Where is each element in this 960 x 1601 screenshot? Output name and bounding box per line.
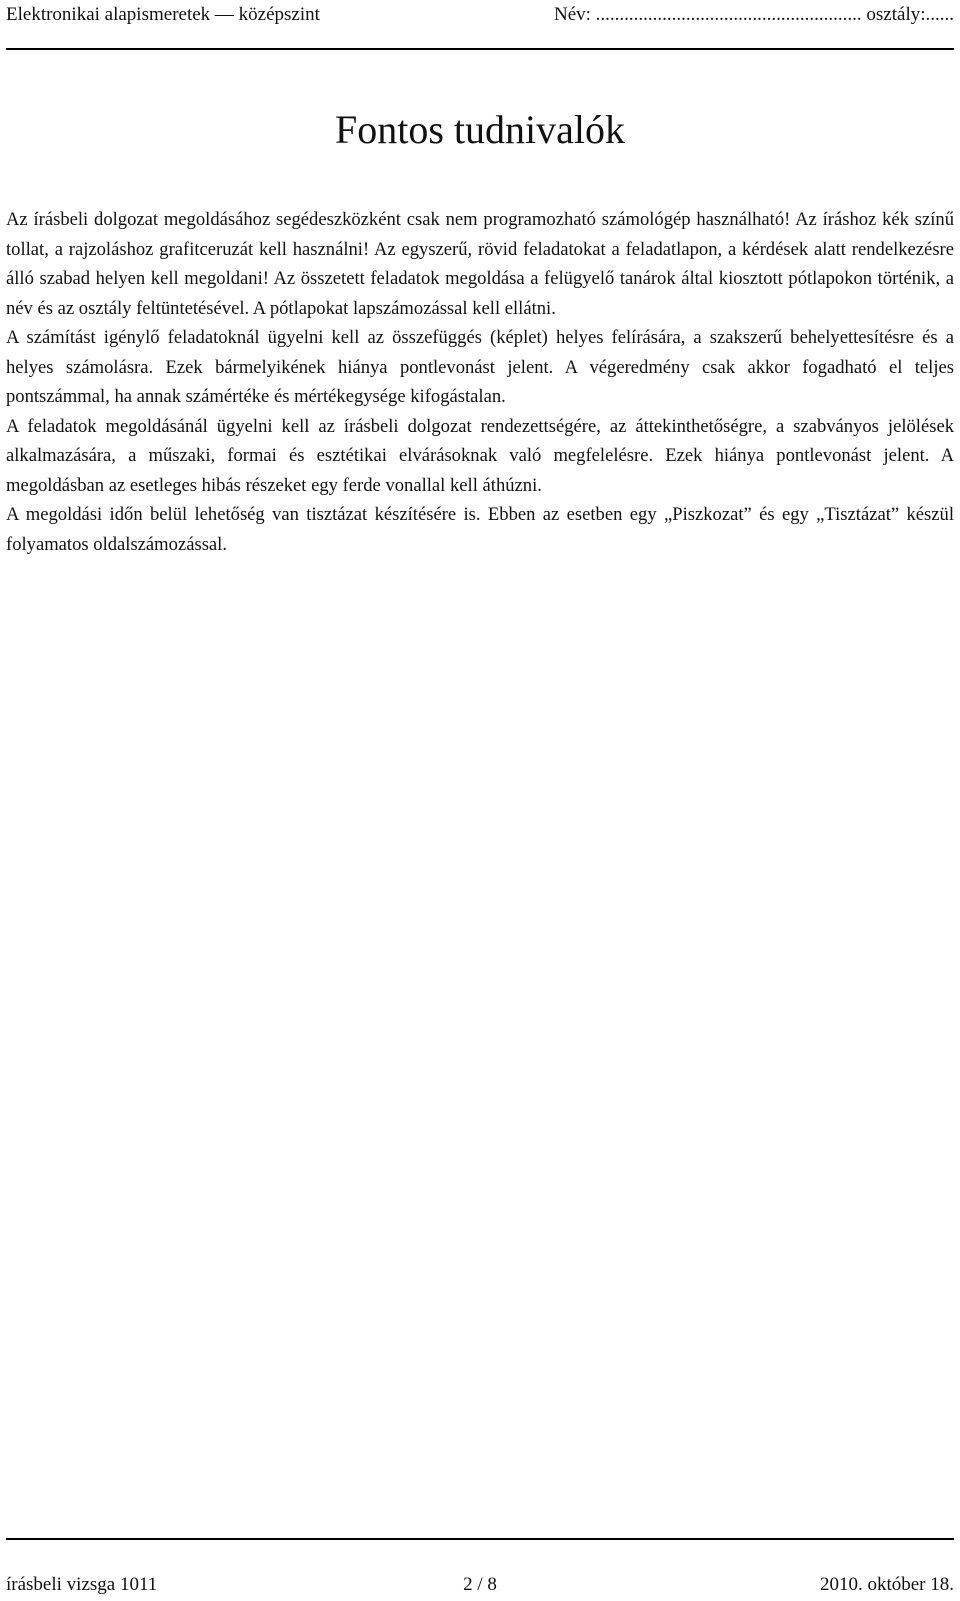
- footer-exam-code: írásbeli vizsga 1011: [6, 1574, 158, 1595]
- header-name-class-field: Név: ........................................................ osztály:......: [553, 4, 954, 25]
- instructions-body: [6, 205, 954, 559]
- instruction-paragraph-draft: A megoldási időn belül lehetőség van tisztázat készítésére is. Ebben az esetben egy „Piszkozat” és egy „Tisztázat” készül folyamatos oldalszámozással.: [6, 504, 954, 555]
- page-footer: [6, 1538, 954, 1598]
- page-header: [6, 2, 954, 50]
- page-title: Fontos tudnivalók: [334, 107, 626, 152]
- instruction-paragraph-neatness: A feladatok megoldásánál ügyelni kell az írásbeli dolgozat rendezettségére, az áttekinthetőségre, a szabványos jelölések alkalmazására, a műszaki, formai és esztétikai elvárásoknak való megfelelésre. Ezek hiánya pontlevonást jelent. A megoldásban az esetleges hibás részeket egy ferde vonallal kell áthúzni.: [6, 415, 954, 496]
- instruction-paragraph-calculations: A számítást igénylő feladatoknál ügyelni kell az összefüggés (képlet) helyes felírására, a szakszerű behelyettesítésre és a helyes számolásra. Ezek bármelyikének hiánya pontlevonást jelent. A végeredmény csak akkor fogadható el teljes pontszámmal, ha annak számértéke és mértékegysége kifogástalan.: [6, 327, 954, 407]
- header-subject: Elektronikai alapismeretek — középszint: [6, 4, 320, 25]
- instruction-paragraph-tools: Az írásbeli dolgozat megoldásához segédeszközként csak nem programozható számológép használható! Az íráshoz kék színű tollat, a rajzoláshoz grafitceruzát kell használni! Az egyszerű, rövid feladatokat a feladatlapon, a kérdések alatt rendelkezésre álló szabad helyen kell megoldani! Az összetett feladatok megoldása a felügyelő tanárok által kiosztott pótlapokon történik, a név és az osztály feltüntetésével. A pótlapokat lapszámozással kell ellátni.: [6, 209, 954, 319]
- footer-page-number: 2 / 8: [463, 1574, 497, 1595]
- footer-date: 2010. október 18.: [819, 1574, 954, 1595]
